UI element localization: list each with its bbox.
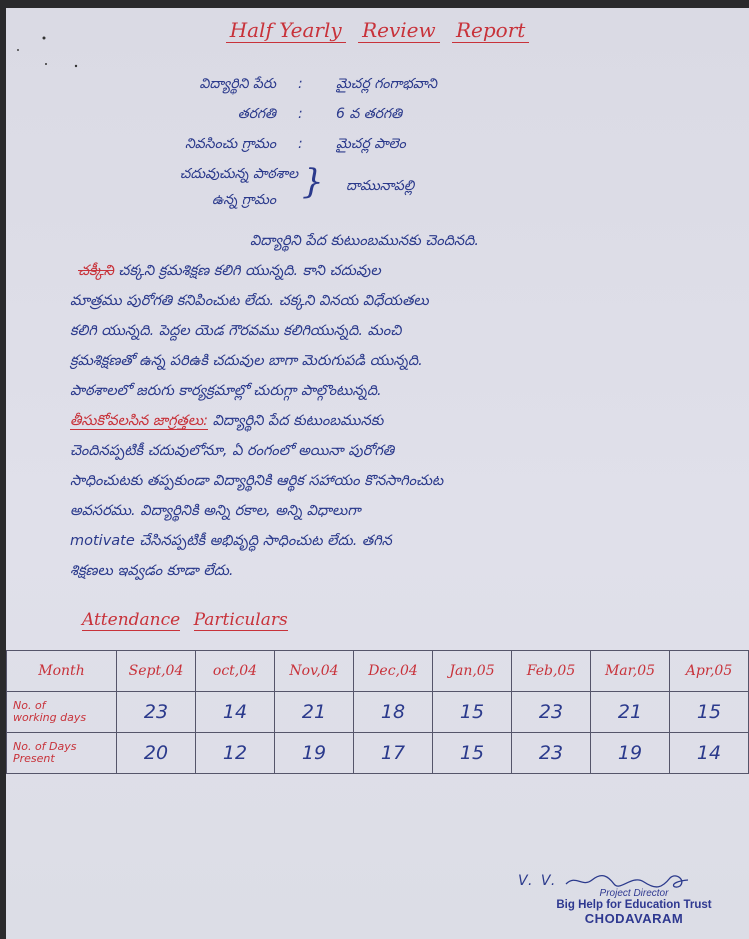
stamp-line-3: CHODAVARAM <box>584 911 684 926</box>
table-cell: 23 <box>512 692 591 733</box>
stamp-line-2: Big Help for Education Trust <box>556 899 712 911</box>
field-value: దామునాపల్లి <box>346 178 415 194</box>
signature-scribble <box>562 872 692 890</box>
field-value: మైచర్ల గంగాభవాని <box>336 76 437 92</box>
official-stamp <box>534 888 734 926</box>
remarks-line: చెందినప్పటికీ చదువులోనూ, ఏ రంగంలో అయినా పురోగతి <box>70 443 395 459</box>
table-cell: 23 <box>512 733 591 774</box>
row-label-line1: No. of Days <box>13 740 77 753</box>
stamp-line-1: Project Director <box>599 888 669 899</box>
table-cell: 12 <box>196 733 275 774</box>
field-label: నివసించు గ్రామం <box>184 136 276 152</box>
table-cell: 14 <box>196 692 275 733</box>
row-label-line2: Present <box>13 752 55 765</box>
header-month-cell: Nov,04 <box>275 651 354 692</box>
remarks-line <box>78 256 738 286</box>
brace: } <box>302 162 324 202</box>
struck-word: చక్కీని <box>78 263 114 279</box>
attendance-heading-word-2: Particulars <box>193 610 288 630</box>
remarks-text: విద్యార్థిని పేద కుటుంబమునకు <box>212 413 384 429</box>
header-month-cell: Apr,05 <box>670 651 749 692</box>
table-cell: 21 <box>275 692 354 733</box>
field-value: మైచర్ల పాలెం <box>336 136 406 152</box>
table-cell: 21 <box>591 692 670 733</box>
signature-initials: V. V. <box>518 873 558 889</box>
header-month-cell: Jan,05 <box>433 651 512 692</box>
row-label <box>7 733 117 774</box>
remarks-line: శిక్షణలు ఇవ్వడం కూడా లేదు. <box>70 563 234 579</box>
field-school-village <box>6 162 749 216</box>
table-cell: 17 <box>354 733 433 774</box>
row-label <box>7 692 117 733</box>
header-month-cell: Mar,05 <box>591 651 670 692</box>
header-month-cell: Sept,04 <box>117 651 196 692</box>
row-label-line2: working days <box>13 711 87 724</box>
remarks-line: మాత్రము పురోగతి కనిపించుట లేదు. చక్కని వినయ విధేయతలు <box>70 293 429 309</box>
precautions-heading: తీసుకోవలసిన జాగ్రత్తలు: <box>70 413 209 429</box>
remarks-line: పాఠశాలలో జరుగు కార్యక్రమాల్లో చురుగ్గా పాల్గొంటున్నది. <box>70 383 382 399</box>
remarks-line: కలిగి యున్నది. పెద్దల యెడ గౌరవము కలిగియున్నది. మంచి <box>70 323 402 339</box>
field-value: 6 వ తరగతి <box>336 106 403 122</box>
field-class <box>6 106 749 130</box>
field-label: విద్యార్థిని పేరు <box>199 76 276 92</box>
attendance-heading <box>82 610 296 630</box>
attendance-heading-word-1: Attendance <box>82 610 181 630</box>
remarks-paragraph <box>70 226 738 586</box>
signature <box>518 870 692 890</box>
field-student-name <box>6 76 749 100</box>
remarks-line: motivate చేసినప్పటికీ అభివృద్ధి సాధించుట లేదు. తగిన <box>70 533 392 549</box>
header-month-cell: oct,04 <box>196 651 275 692</box>
table-header-row <box>7 651 749 692</box>
remarks-line: సాధించుటకు తప్పకుండా విద్యార్థినికి ఆర్థిక సహాయం కొనసాగించుట <box>70 473 444 489</box>
remarks-line: విద్యార్థిని పేద కుటుంబమునకు చెందినది. <box>250 233 479 249</box>
remarks-line <box>70 406 738 436</box>
table-row-working-days <box>7 692 749 733</box>
field-colon: : <box>298 76 303 92</box>
field-colon: : <box>298 136 303 152</box>
page-title <box>6 18 749 42</box>
title-word-1: Half Yearly <box>226 18 346 43</box>
title-word-2: Review <box>358 18 440 43</box>
remarks-line: అవసరము. విద్యార్థినికి అన్ని రకాల, అన్ని విధాలుగా <box>70 503 361 519</box>
table-cell: 19 <box>591 733 670 774</box>
table-cell: 20 <box>117 733 196 774</box>
field-village <box>6 136 749 160</box>
header-month-cell: Dec,04 <box>354 651 433 692</box>
table-cell: 14 <box>670 733 749 774</box>
field-colon: : <box>298 106 303 122</box>
field-label: చదువుచున్న పాఠశాల <box>179 166 298 182</box>
remarks-text: చక్కని క్రమశిక్షణ కలిగి యున్నది. కాని చదువుల <box>118 263 381 279</box>
document-page <box>6 8 749 939</box>
table-cell: 15 <box>670 692 749 733</box>
table-cell: 15 <box>433 692 512 733</box>
header-month-cell: Feb,05 <box>512 651 591 692</box>
attendance-table <box>6 650 749 774</box>
remarks-line: క్రమశిక్షణతో ఉన్న పరిఉకి చదువుల బాగా మెరుగుపడి యున్నది. <box>70 353 423 369</box>
table-cell: 19 <box>275 733 354 774</box>
field-label: తరగతి <box>237 106 276 122</box>
table-cell: 18 <box>354 692 433 733</box>
table-cell: 15 <box>433 733 512 774</box>
field-label-second-line: ఉన్న గ్రామం <box>212 192 276 208</box>
table-cell: 23 <box>117 692 196 733</box>
row-label-line1: No. of <box>13 699 46 712</box>
title-word-3: Report <box>452 18 529 43</box>
table-row-days-present <box>7 733 749 774</box>
header-month: Month <box>7 651 117 692</box>
